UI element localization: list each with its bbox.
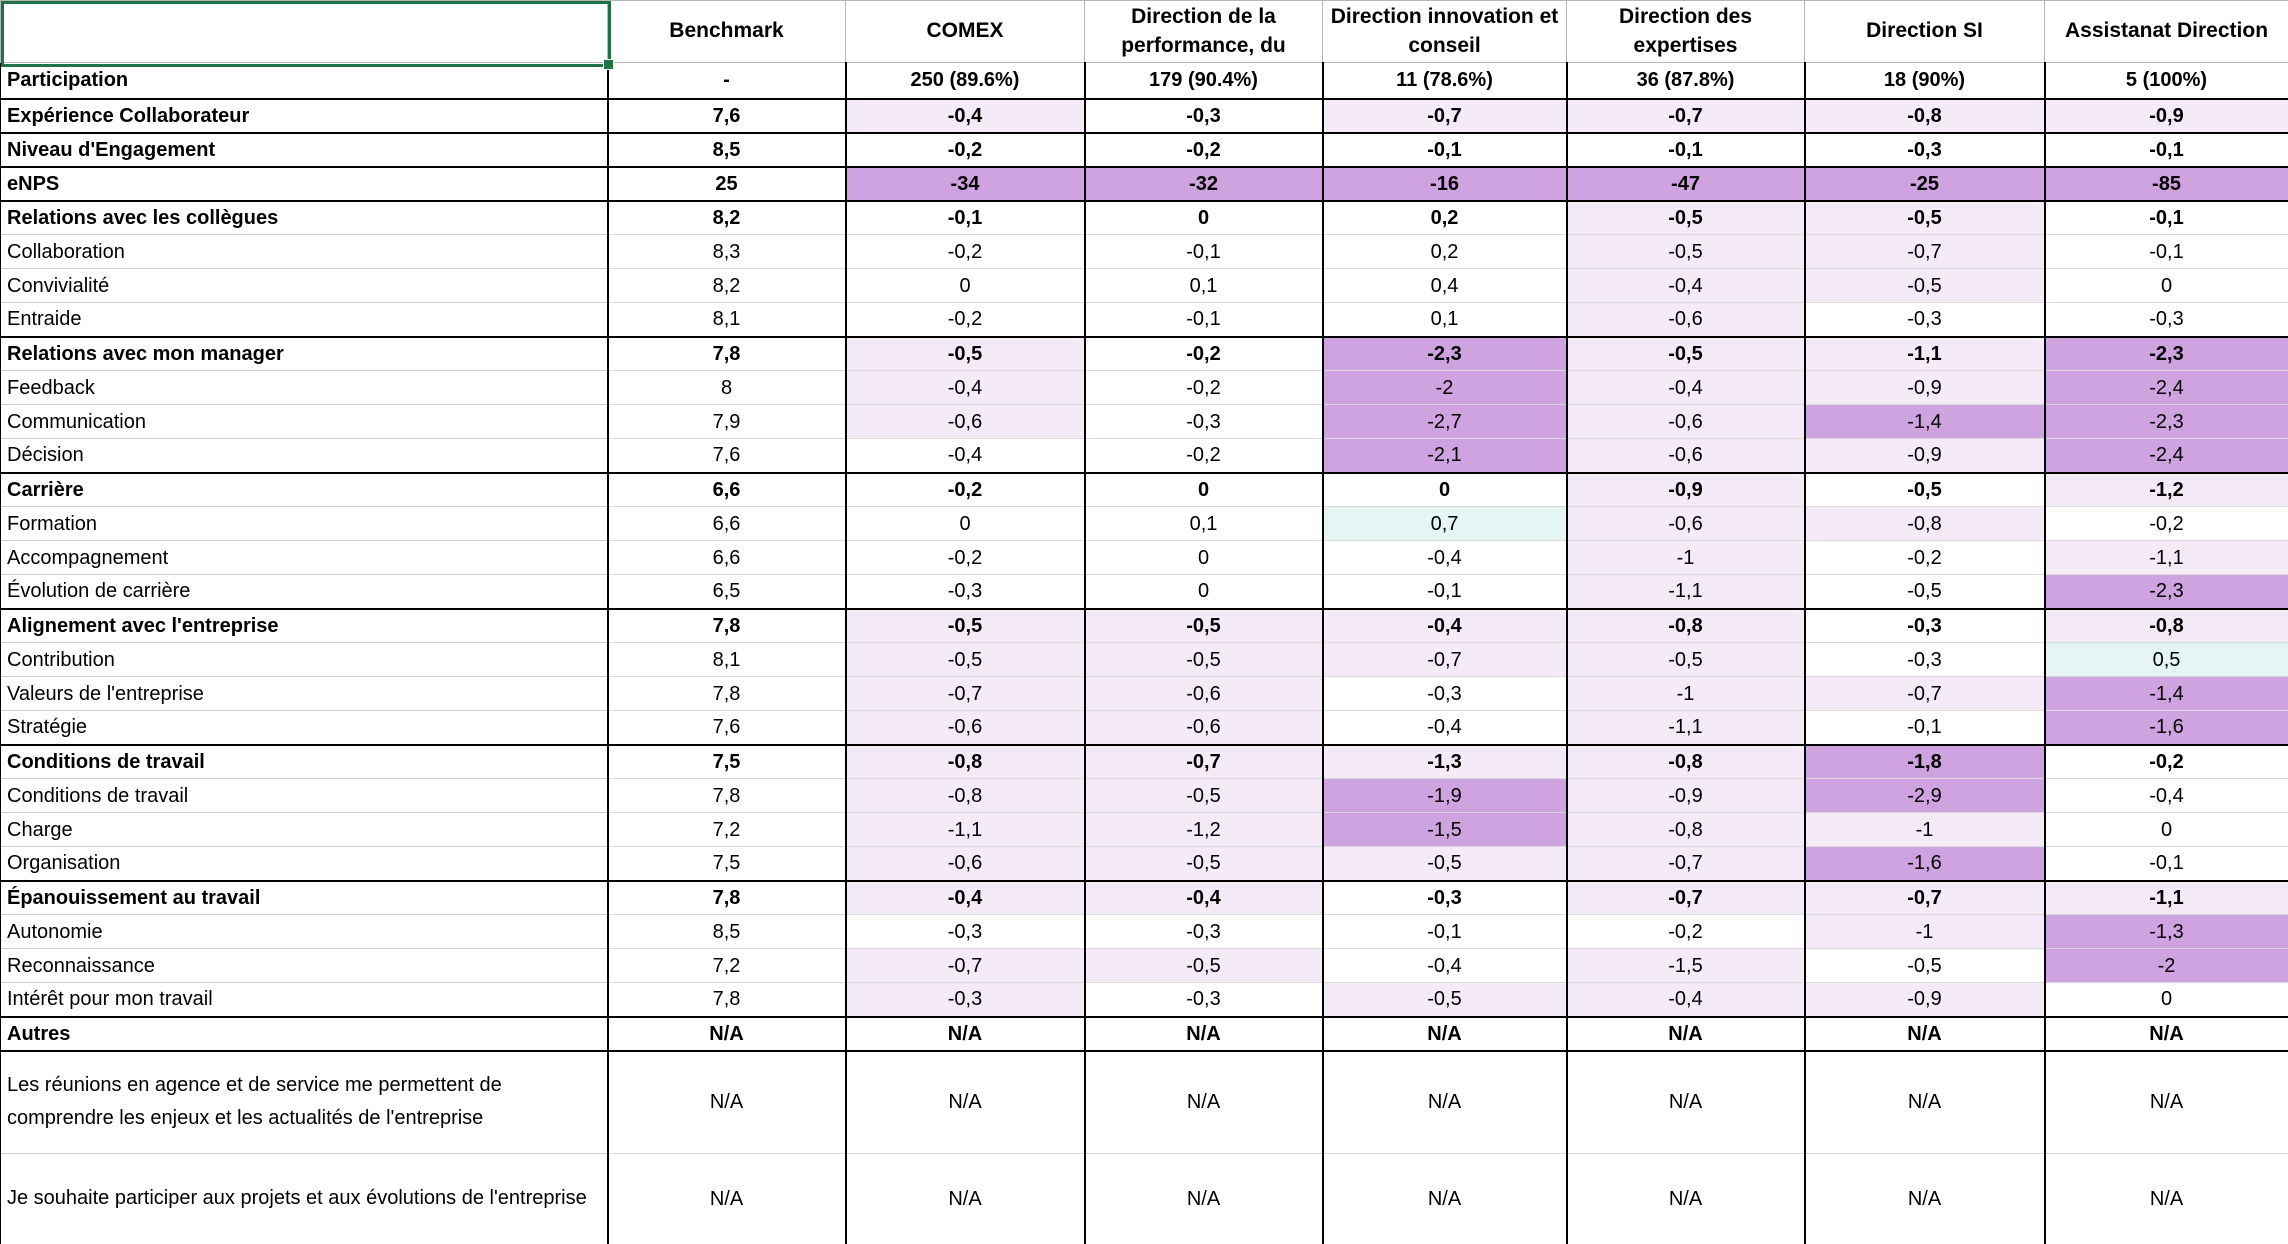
row-label-cell[interactable]: Décision [1,439,608,473]
score-cell[interactable]: -2,4 [2045,371,2288,405]
score-cell[interactable]: N/A [2045,1154,2288,1244]
score-cell[interactable]: -0,7 [846,949,1085,983]
row-label-cell[interactable]: Collaboration [1,235,608,269]
score-cell[interactable]: -0,4 [846,881,1085,915]
score-cell[interactable]: 0 [2045,983,2288,1017]
score-cell[interactable]: N/A [846,1051,1085,1154]
score-cell[interactable]: -1,5 [1567,949,1805,983]
score-cell[interactable]: -2,1 [1323,439,1567,473]
score-cell[interactable]: -0,3 [1805,133,2045,167]
row-label-cell[interactable]: Relations avec mon manager [1,337,608,371]
score-cell[interactable]: -0,1 [2045,201,2288,235]
row-label-cell[interactable]: Accompagnement [1,541,608,575]
benchmark-cell[interactable]: 8,2 [608,269,846,303]
score-cell[interactable]: -0,6 [1567,405,1805,439]
score-cell[interactable]: -0,6 [846,405,1085,439]
score-cell[interactable]: -0,4 [846,99,1085,133]
score-cell[interactable]: -16 [1323,167,1567,201]
score-cell[interactable]: 179 (90.4%) [1085,63,1323,99]
score-cell[interactable]: -1,9 [1323,779,1567,813]
score-cell[interactable]: -0,5 [1805,473,2045,507]
score-cell[interactable]: -0,9 [2045,99,2288,133]
score-cell[interactable]: -0,4 [1323,609,1567,643]
row-label-cell[interactable]: Formation [1,507,608,541]
score-cell[interactable]: 0,4 [1323,269,1567,303]
row-label-cell[interactable]: Les réunions en agence et de service me permettent de comprendre les enjeux et les actualités de l'entreprise [1,1051,608,1154]
score-cell[interactable]: 0 [846,269,1085,303]
score-cell[interactable]: -0,2 [1805,541,2045,575]
row-label-cell[interactable]: Organisation [1,847,608,881]
row-label-cell[interactable]: Épanouissement au travail [1,881,608,915]
benchmark-cell[interactable]: 7,6 [608,439,846,473]
row-label-cell[interactable]: Autonomie [1,915,608,949]
score-cell[interactable]: -0,2 [846,133,1085,167]
score-cell[interactable]: -0,3 [1085,983,1323,1017]
score-cell[interactable]: -2,4 [2045,439,2288,473]
score-cell[interactable]: -0,7 [1567,881,1805,915]
score-cell[interactable]: -0,8 [1805,507,2045,541]
benchmark-cell[interactable]: 7,2 [608,813,846,847]
score-cell[interactable]: N/A [2045,1051,2288,1154]
benchmark-cell[interactable]: 7,8 [608,881,846,915]
score-cell[interactable]: N/A [1567,1154,1805,1244]
score-cell[interactable]: -32 [1085,167,1323,201]
score-cell[interactable]: -0,5 [846,337,1085,371]
score-cell[interactable]: -0,8 [2045,609,2288,643]
score-cell[interactable]: -0,2 [1085,133,1323,167]
score-cell[interactable]: -47 [1567,167,1805,201]
row-label-cell[interactable]: Valeurs de l'entreprise [1,677,608,711]
score-cell[interactable]: -0,6 [1085,677,1323,711]
score-cell[interactable]: -25 [1805,167,2045,201]
score-cell[interactable]: -2,9 [1805,779,2045,813]
row-label-cell[interactable]: Charge [1,813,608,847]
score-cell[interactable]: -0,4 [2045,779,2288,813]
score-cell[interactable]: -0,5 [1805,949,2045,983]
score-cell[interactable]: -0,3 [1323,881,1567,915]
score-cell[interactable]: -1,1 [1567,575,1805,609]
score-cell[interactable]: -1,6 [1805,847,2045,881]
benchmark-cell[interactable]: 8,2 [608,201,846,235]
benchmark-cell[interactable]: 6,6 [608,541,846,575]
score-cell[interactable]: -0,1 [2045,847,2288,881]
benchmark-cell[interactable]: N/A [608,1051,846,1154]
benchmark-cell[interactable]: - [608,63,846,99]
row-label-cell[interactable]: Relations avec les collègues [1,201,608,235]
row-label-cell[interactable]: Expérience Collaborateur [1,99,608,133]
score-cell[interactable]: 0,1 [1085,269,1323,303]
benchmark-cell[interactable]: 8 [608,371,846,405]
score-cell[interactable]: -0,6 [1567,303,1805,337]
row-label-cell[interactable]: Carrière [1,473,608,507]
score-cell[interactable]: -0,9 [1567,779,1805,813]
score-cell[interactable]: -0,5 [1805,269,2045,303]
score-cell[interactable]: 0,1 [1323,303,1567,337]
score-cell[interactable]: -0,3 [2045,303,2288,337]
score-cell[interactable]: 0 [1085,201,1323,235]
score-cell[interactable]: N/A [846,1017,1085,1051]
score-cell[interactable]: -0,5 [1085,779,1323,813]
score-cell[interactable]: N/A [1085,1154,1323,1244]
row-label-cell[interactable]: Conditions de travail [1,779,608,813]
score-cell[interactable]: -0,2 [846,303,1085,337]
benchmark-cell[interactable]: 6,6 [608,473,846,507]
score-cell[interactable]: -0,4 [1567,983,1805,1017]
score-cell[interactable]: -0,4 [846,371,1085,405]
score-cell[interactable]: -0,2 [2045,507,2288,541]
benchmark-cell[interactable]: 8,1 [608,303,846,337]
score-cell[interactable]: N/A [1085,1017,1323,1051]
row-label-cell[interactable]: Je souhaite participer aux projets et aux évolutions de l'entreprise [1,1154,608,1244]
score-cell[interactable]: -0,3 [1085,405,1323,439]
score-cell[interactable]: -0,7 [1085,745,1323,779]
score-cell[interactable]: -0,8 [1805,99,2045,133]
score-cell[interactable]: -0,2 [2045,745,2288,779]
score-cell[interactable]: -0,9 [1567,473,1805,507]
row-label-cell[interactable]: Conditions de travail [1,745,608,779]
score-cell[interactable]: -0,3 [1805,643,2045,677]
row-label-cell[interactable]: Niveau d'Engagement [1,133,608,167]
score-cell[interactable]: -0,5 [1567,201,1805,235]
row-label-cell[interactable]: Contribution [1,643,608,677]
score-cell[interactable]: -1,1 [2045,541,2288,575]
score-cell[interactable]: -1,3 [2045,915,2288,949]
row-label-cell[interactable]: Entraide [1,303,608,337]
score-cell[interactable]: -2,3 [2045,575,2288,609]
score-cell[interactable]: -0,8 [846,745,1085,779]
score-cell[interactable]: -0,2 [1085,337,1323,371]
score-cell[interactable]: -0,1 [1323,915,1567,949]
score-cell[interactable]: -1,5 [1323,813,1567,847]
score-cell[interactable]: 0 [2045,813,2288,847]
score-cell[interactable]: -1 [1805,813,2045,847]
score-cell[interactable]: 0,2 [1323,201,1567,235]
score-cell[interactable]: -0,3 [1805,609,2045,643]
score-cell[interactable]: N/A [1323,1154,1567,1244]
score-cell[interactable]: -0,5 [846,643,1085,677]
score-cell[interactable]: -0,5 [1085,949,1323,983]
benchmark-cell[interactable]: 25 [608,167,846,201]
score-cell[interactable]: -1 [1805,915,2045,949]
score-cell[interactable]: -2 [2045,949,2288,983]
score-cell[interactable]: 0,2 [1323,235,1567,269]
benchmark-cell[interactable]: 7,6 [608,711,846,745]
score-cell[interactable]: -0,2 [1085,439,1323,473]
score-cell[interactable]: N/A [1567,1017,1805,1051]
row-label-cell[interactable]: Intérêt pour mon travail [1,983,608,1017]
score-cell[interactable]: -1,2 [1085,813,1323,847]
score-cell[interactable]: -0,3 [1085,915,1323,949]
benchmark-cell[interactable]: 7,6 [608,99,846,133]
score-cell[interactable]: -0,7 [1805,677,2045,711]
score-cell[interactable]: -0,3 [846,915,1085,949]
score-cell[interactable]: -0,4 [1323,949,1567,983]
score-cell[interactable]: -0,8 [1567,813,1805,847]
benchmark-cell[interactable]: 7,8 [608,779,846,813]
score-cell[interactable]: 0,7 [1323,507,1567,541]
benchmark-cell[interactable]: 7,9 [608,405,846,439]
score-cell[interactable]: 18 (90%) [1805,63,2045,99]
benchmark-cell[interactable]: 8,3 [608,235,846,269]
score-cell[interactable]: -1,3 [1323,745,1567,779]
score-cell[interactable]: -0,5 [846,609,1085,643]
score-cell[interactable]: -2,3 [2045,337,2288,371]
score-cell[interactable]: -0,5 [1567,337,1805,371]
score-cell[interactable]: -0,5 [1085,847,1323,881]
row-label-cell[interactable]: Stratégie [1,711,608,745]
score-cell[interactable]: -0,6 [1567,507,1805,541]
benchmark-cell[interactable]: 7,2 [608,949,846,983]
score-cell[interactable]: N/A [1805,1017,2045,1051]
score-cell[interactable]: -0,5 [1567,235,1805,269]
score-cell[interactable]: -0,5 [1323,983,1567,1017]
benchmark-cell[interactable]: 6,6 [608,507,846,541]
score-cell[interactable]: -0,4 [1567,269,1805,303]
score-cell[interactable]: -2,3 [1323,337,1567,371]
score-cell[interactable]: 36 (87.8%) [1567,63,1805,99]
score-cell[interactable]: -0,9 [1805,371,2045,405]
score-cell[interactable]: -85 [2045,167,2288,201]
score-cell[interactable]: -0,4 [1323,541,1567,575]
row-label-cell[interactable]: Évolution de carrière [1,575,608,609]
score-cell[interactable]: 0 [1323,473,1567,507]
score-cell[interactable]: -1,6 [2045,711,2288,745]
score-cell[interactable]: -0,4 [1323,711,1567,745]
score-cell[interactable]: -0,6 [846,711,1085,745]
score-cell[interactable]: -0,1 [1085,303,1323,337]
score-cell[interactable]: 0 [846,507,1085,541]
score-cell[interactable]: 5 (100%) [2045,63,2288,99]
score-cell[interactable]: -0,5 [1567,643,1805,677]
score-cell[interactable]: -1,4 [2045,677,2288,711]
benchmark-cell[interactable]: N/A [608,1017,846,1051]
score-cell[interactable]: 0,5 [2045,643,2288,677]
score-cell[interactable]: -0,7 [1567,99,1805,133]
score-cell[interactable]: 0 [1085,541,1323,575]
score-cell[interactable]: -0,3 [846,575,1085,609]
score-cell[interactable]: -0,2 [1085,371,1323,405]
score-cell[interactable]: N/A [2045,1017,2288,1051]
score-cell[interactable]: N/A [1805,1154,2045,1244]
score-cell[interactable]: -0,4 [1567,371,1805,405]
benchmark-cell[interactable]: 7,5 [608,745,846,779]
score-cell[interactable]: -0,6 [846,847,1085,881]
column-header[interactable]: Benchmark [608,1,846,63]
column-header[interactable]: Assistanat Direction [2045,1,2288,63]
score-cell[interactable]: -1,1 [846,813,1085,847]
row-label-cell[interactable]: Feedback [1,371,608,405]
score-cell[interactable]: 0 [1085,575,1323,609]
score-cell[interactable]: -0,7 [1805,881,2045,915]
score-cell[interactable]: -2,7 [1323,405,1567,439]
score-cell[interactable]: -1,1 [1805,337,2045,371]
column-header[interactable]: Direction des expertises [1567,1,1805,63]
score-cell[interactable]: -0,6 [1085,711,1323,745]
score-cell[interactable]: -0,3 [1085,99,1323,133]
row-label-cell[interactable]: Communication [1,405,608,439]
score-cell[interactable]: -0,7 [1323,99,1567,133]
score-cell[interactable]: 11 (78.6%) [1323,63,1567,99]
score-cell[interactable]: -0,4 [846,439,1085,473]
score-cell[interactable]: 250 (89.6%) [846,63,1085,99]
score-cell[interactable]: N/A [1323,1017,1567,1051]
score-cell[interactable]: -0,1 [1323,575,1567,609]
score-cell[interactable]: N/A [1085,1051,1323,1154]
score-cell[interactable]: -0,1 [1323,133,1567,167]
score-cell[interactable]: -1 [1567,677,1805,711]
benchmark-cell[interactable]: 8,1 [608,643,846,677]
score-cell[interactable]: -0,8 [846,779,1085,813]
score-cell[interactable]: -1,8 [1805,745,2045,779]
score-cell[interactable]: -0,6 [1567,439,1805,473]
benchmark-cell[interactable]: 8,5 [608,133,846,167]
score-cell[interactable]: -0,1 [1567,133,1805,167]
score-cell[interactable]: -0,2 [846,541,1085,575]
benchmark-cell[interactable]: 7,5 [608,847,846,881]
fill-handle[interactable] [603,59,614,70]
score-cell[interactable]: -0,3 [1805,303,2045,337]
row-label-cell[interactable]: Reconnaissance [1,949,608,983]
column-header[interactable]: COMEX [846,1,1085,63]
score-cell[interactable]: N/A [1805,1051,2045,1154]
score-cell[interactable]: -0,5 [1323,847,1567,881]
score-cell[interactable]: N/A [1567,1051,1805,1154]
column-header[interactable]: Direction de la performance, du [1085,1,1323,63]
score-cell[interactable]: -0,4 [1085,881,1323,915]
row-label-cell[interactable]: Autres [1,1017,608,1051]
score-cell[interactable]: -0,1 [1805,711,2045,745]
score-cell[interactable]: -0,1 [846,201,1085,235]
score-cell[interactable]: -0,2 [846,473,1085,507]
score-cell[interactable]: -0,5 [1805,575,2045,609]
score-cell[interactable]: -0,3 [846,983,1085,1017]
score-cell[interactable]: -0,7 [1567,847,1805,881]
column-header[interactable]: Direction innovation et conseil [1323,1,1567,63]
row-label-cell[interactable]: eNPS [1,167,608,201]
score-cell[interactable]: -0,2 [846,235,1085,269]
score-cell[interactable]: -0,3 [1323,677,1567,711]
score-cell[interactable]: 0 [2045,269,2288,303]
score-cell[interactable]: -0,1 [1085,235,1323,269]
score-cell[interactable]: -0,7 [846,677,1085,711]
score-cell[interactable]: -0,5 [1085,643,1323,677]
score-cell[interactable]: -1,1 [2045,881,2288,915]
score-cell[interactable]: -1,4 [1805,405,2045,439]
score-cell[interactable]: N/A [1323,1051,1567,1154]
score-cell[interactable]: -0,8 [1567,609,1805,643]
score-cell[interactable]: -0,9 [1805,439,2045,473]
score-cell[interactable]: N/A [846,1154,1085,1244]
score-cell[interactable]: -34 [846,167,1085,201]
column-header[interactable]: Direction SI [1805,1,2045,63]
benchmark-cell[interactable]: 7,8 [608,609,846,643]
score-cell[interactable]: 0 [1085,473,1323,507]
benchmark-cell[interactable]: 7,8 [608,337,846,371]
score-cell[interactable]: -2,3 [2045,405,2288,439]
benchmark-cell[interactable]: 7,8 [608,983,846,1017]
score-cell[interactable]: -0,5 [1805,201,2045,235]
score-cell[interactable]: -0,9 [1805,983,2045,1017]
score-cell[interactable]: 0,1 [1085,507,1323,541]
benchmark-cell[interactable]: 6,5 [608,575,846,609]
score-cell[interactable]: -1 [1567,541,1805,575]
score-cell[interactable]: -0,5 [1085,609,1323,643]
score-cell[interactable]: -0,7 [1805,235,2045,269]
benchmark-cell[interactable]: 7,8 [608,677,846,711]
selected-cell-outline[interactable] [1,1,611,67]
score-cell[interactable]: -0,1 [2045,133,2288,167]
score-cell[interactable]: -0,2 [1567,915,1805,949]
row-label-cell[interactable]: Alignement avec l'entreprise [1,609,608,643]
score-cell[interactable]: -0,8 [1567,745,1805,779]
benchmark-cell[interactable]: N/A [608,1154,846,1244]
score-cell[interactable]: -0,7 [1323,643,1567,677]
score-cell[interactable]: -0,1 [2045,235,2288,269]
score-cell[interactable]: -1,1 [1567,711,1805,745]
benchmark-cell[interactable]: 8,5 [608,915,846,949]
row-label-cell[interactable]: Convivialité [1,269,608,303]
score-cell[interactable]: -2 [1323,371,1567,405]
row-label-cell[interactable]: Participation [1,63,608,99]
score-cell[interactable]: -1,2 [2045,473,2288,507]
